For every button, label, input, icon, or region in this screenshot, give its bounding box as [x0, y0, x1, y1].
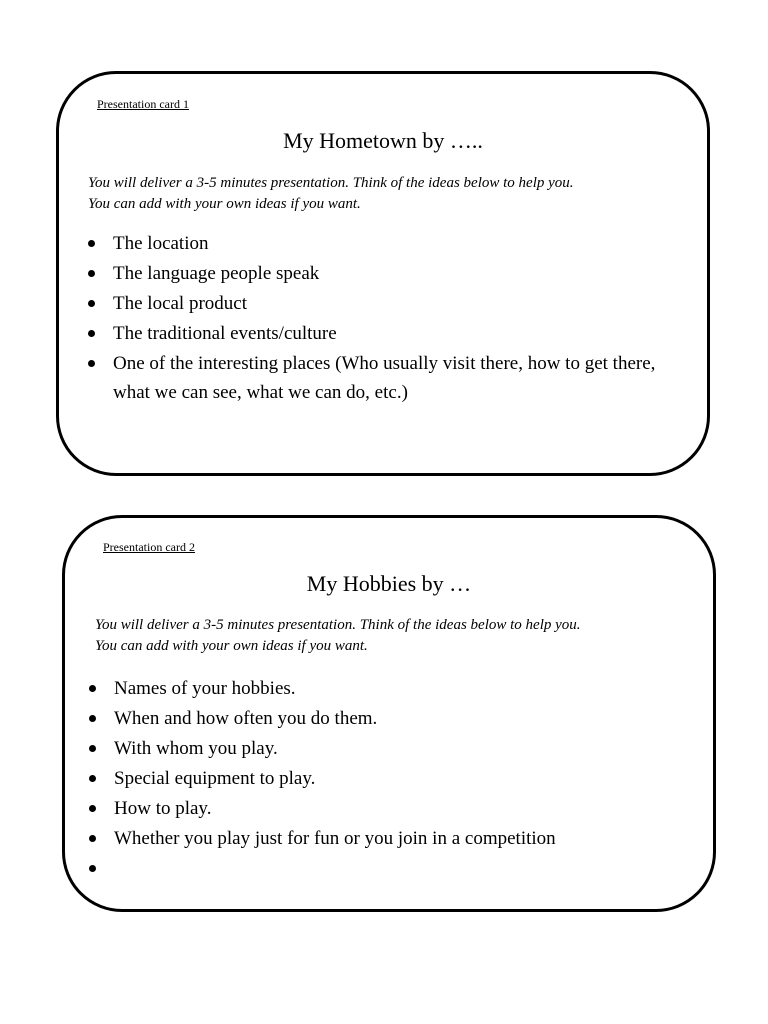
presentation-card-1 [56, 71, 710, 476]
bullet-icon [88, 240, 95, 247]
bullet-icon [89, 865, 96, 872]
instruction-line: You will deliver a 3-5 minutes presentation. Think of the ideas below to help you. [95, 617, 581, 633]
bullet-icon [89, 775, 96, 782]
list-item: The traditional events/culture [88, 319, 668, 348]
bullet-icon [88, 300, 95, 307]
card-instructions [95, 615, 581, 657]
bullet-icon [88, 270, 95, 277]
list-item: Whether you play just for fun or you join in a competition [89, 824, 689, 853]
bullet-icon [89, 745, 96, 752]
bullet-icon [89, 835, 96, 842]
list-item: The location [88, 229, 668, 258]
list-item: With whom you play. [89, 734, 689, 763]
bullet-icon [89, 715, 96, 722]
list-item: How to play. [89, 794, 689, 823]
instruction-line: You can add with your own ideas if you want. [95, 638, 368, 654]
instruction-line: You can add with your own ideas if you want. [88, 196, 361, 212]
list-item: The local product [88, 289, 668, 318]
bullet-icon [88, 360, 95, 367]
instruction-line: You will deliver a 3-5 minutes presentation. Think of the ideas below to help you. [88, 175, 574, 191]
list-item: Special equipment to play. [89, 764, 689, 793]
bullet-icon [89, 685, 96, 692]
card-label: Presentation card 1 [97, 97, 189, 111]
card-title: My Hobbies by … [306, 571, 472, 596]
card-label: Presentation card 2 [103, 540, 195, 554]
bullet-icon [89, 805, 96, 812]
list-item: When and how often you do them. [89, 704, 689, 733]
list-item: Names of your hobbies. [89, 674, 689, 703]
presentation-card-2 [62, 515, 716, 912]
idea-list [89, 674, 689, 884]
list-item: The language people speak [88, 259, 668, 288]
card-title: My Hometown by ….. [283, 128, 483, 153]
list-item: One of the interesting places (Who usually visit there, how to get there, what we can see, what we can do, etc.) [88, 349, 668, 407]
idea-list [88, 229, 668, 408]
bullet-icon [88, 330, 95, 337]
card-instructions [88, 173, 574, 215]
list-item [89, 854, 689, 883]
